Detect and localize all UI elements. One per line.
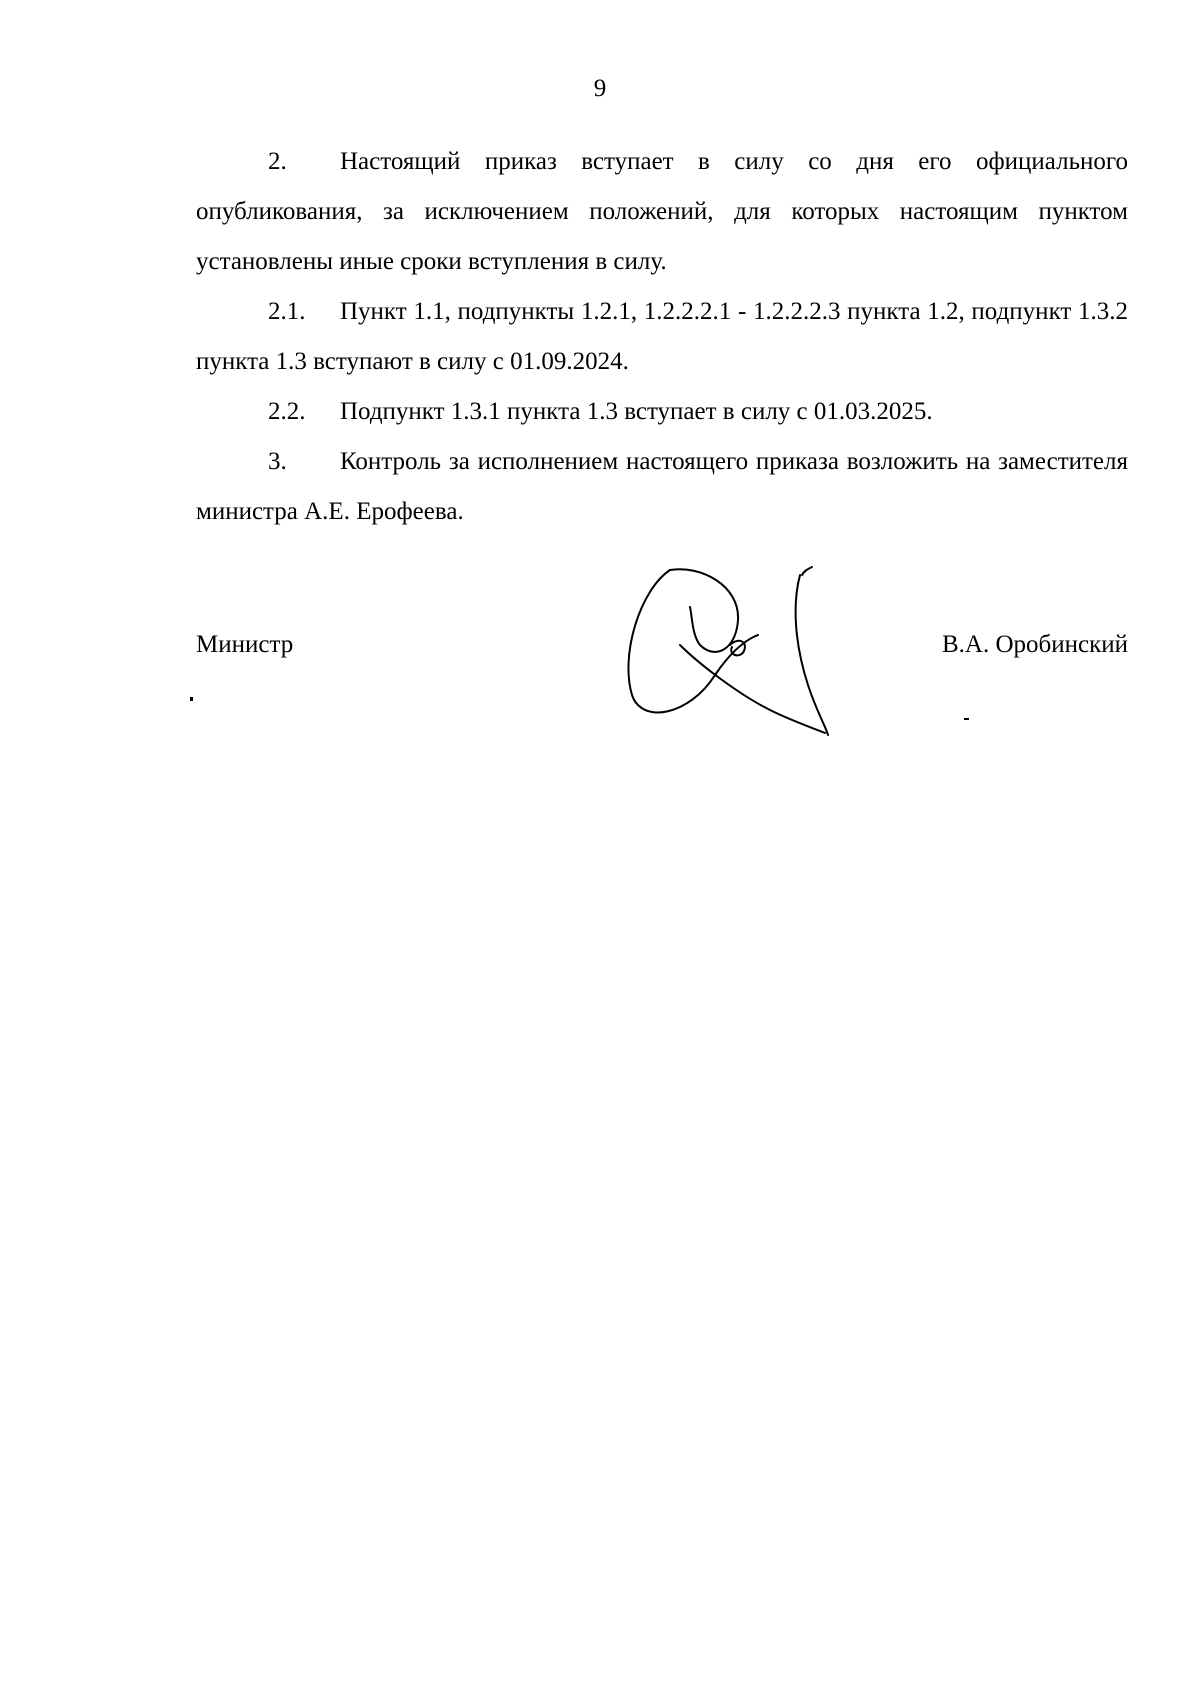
paragraph-number: 3.	[268, 448, 287, 475]
scan-speck	[964, 718, 969, 720]
page-number: 9	[593, 75, 607, 102]
scan-speck	[190, 697, 193, 701]
signer-name: В.А. Оробинский	[941, 631, 1128, 658]
handwritten-signature	[620, 565, 850, 740]
paragraph-2-2	[196, 387, 1128, 437]
paragraph-text: Контроль за исполнением настоящего приказа возложить на заместителя министра А.Е. Ерофеева.	[196, 448, 1128, 525]
paragraph-text: Настоящий приказ вступает в силу со дня его официального опубликования, за исключением положений, для которых настоящим пунктом установлены иные сроки вступления в силу.	[196, 148, 1128, 275]
paragraph-number: 2.1.	[268, 298, 306, 325]
signer-title: Министр	[196, 631, 294, 658]
document-body	[196, 137, 1128, 537]
paragraph-number: 2.2.	[268, 398, 306, 425]
paragraph-3	[196, 437, 1128, 537]
paragraph-text: Пункт 1.1, подпункты 1.2.1, 1.2.2.2.1 - 1.2.2.2.3 пункта 1.2, подпункт 1.3.2 пункта 1.3 вступают в силу с 01.09.2024.	[196, 298, 1128, 375]
paragraph-2-1	[196, 287, 1128, 387]
paragraph-number: 2.	[268, 148, 287, 175]
paragraph-2	[196, 137, 1128, 287]
paragraph-text: Подпункт 1.3.1 пункта 1.3 вступает в силу с 01.03.2025.	[340, 398, 933, 425]
